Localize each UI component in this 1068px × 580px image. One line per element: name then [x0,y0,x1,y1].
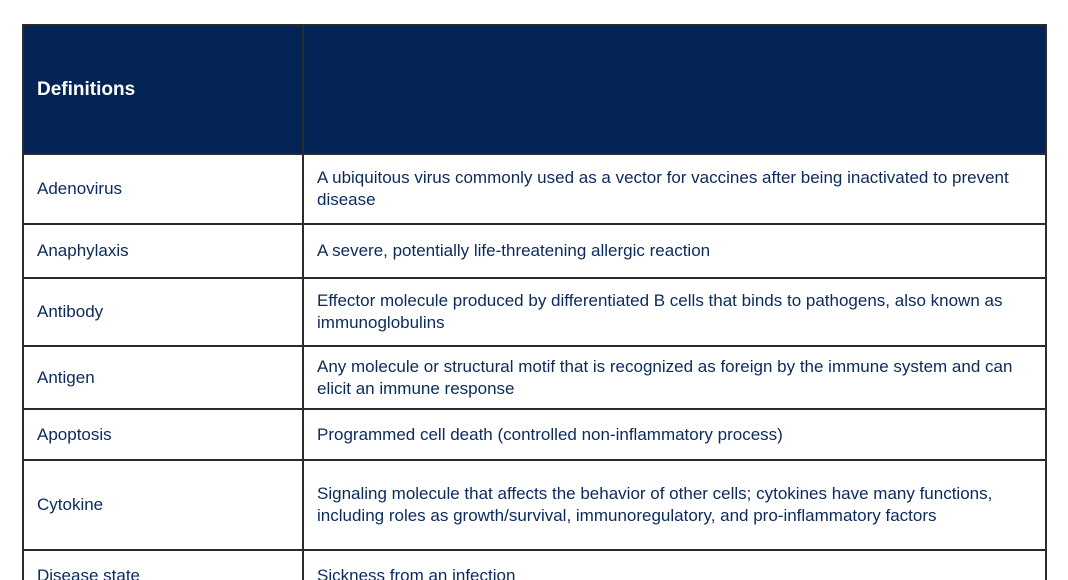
definition-cell: Programmed cell death (controlled non-inflammatory process) [303,409,1046,460]
table-header-row [23,25,1046,154]
table-row [23,409,1046,460]
header-definitions: Definitions [23,25,303,154]
term-cell: Cytokine [23,460,303,550]
definitions-table [22,24,1047,580]
definition-cell: Effector molecule produced by differentiated B cells that binds to pathogens, also known as immunoglobulins [303,278,1046,346]
header-blank-cell [303,25,1046,154]
definition-cell: Sickness from an infection [303,550,1046,580]
term-cell: Adenovirus [23,154,303,224]
term-cell: Disease state [23,550,303,580]
term-cell: Antibody [23,278,303,346]
table-row [23,278,1046,346]
term-cell: Antigen [23,346,303,409]
table-row [23,224,1046,278]
term-cell: Apoptosis [23,409,303,460]
definition-cell: A severe, potentially life-threatening allergic reaction [303,224,1046,278]
definition-cell: A ubiquitous virus commonly used as a vector for vaccines after being inactivated to prevent disease [303,154,1046,224]
table-row [23,460,1046,550]
table-row [23,154,1046,224]
term-cell: Anaphylaxis [23,224,303,278]
definition-cell: Signaling molecule that affects the behavior of other cells; cytokines have many functions, including roles as growth/survival, immunoregulatory, and pro-inflammatory factors [303,460,1046,550]
table-row [23,550,1046,580]
table-row [23,346,1046,409]
definition-cell: Any molecule or structural motif that is recognized as foreign by the immune system and can elicit an immune response [303,346,1046,409]
